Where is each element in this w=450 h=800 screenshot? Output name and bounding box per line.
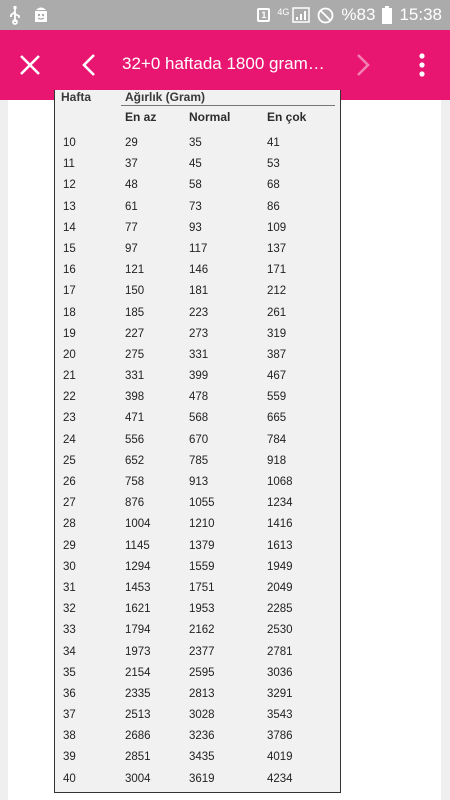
table-row	[55, 494, 340, 515]
week-cell: 18	[63, 306, 76, 319]
max-cell: 2285	[267, 603, 293, 616]
normal-cell: 478	[189, 391, 209, 404]
week-group-header: Hafta	[61, 90, 92, 104]
week-cell: 32	[63, 603, 76, 616]
normal-cell: 331	[189, 348, 209, 361]
sim-icon: 1	[257, 8, 270, 22]
week-cell: 21	[63, 370, 76, 383]
back-arrow-icon[interactable]	[78, 52, 102, 78]
table-row	[55, 685, 340, 706]
min-cell: 2513	[125, 709, 151, 722]
min-cell: 1621	[125, 603, 151, 616]
week-cell: 25	[63, 454, 76, 467]
table-row	[55, 664, 340, 685]
table-row	[55, 388, 340, 409]
week-cell: 22	[63, 391, 76, 404]
normal-cell: 1953	[189, 603, 215, 616]
week-cell: 23	[63, 412, 76, 425]
max-cell: 387	[267, 348, 287, 361]
min-cell: 1794	[125, 624, 151, 637]
max-cell: 261	[267, 306, 287, 319]
table-row	[55, 367, 340, 388]
week-cell: 17	[63, 285, 76, 298]
min-cell: 227	[125, 327, 145, 340]
normal-cell: 58	[189, 179, 202, 192]
table-row	[55, 346, 340, 367]
table-row	[55, 727, 340, 748]
week-cell: 33	[63, 624, 76, 637]
document-page	[8, 90, 441, 800]
page-title: 32+0 haftada 1800 gram…	[122, 54, 325, 73]
min-cell: 121	[125, 264, 145, 277]
min-cell: 275	[125, 348, 145, 361]
normal-cell: 45	[189, 158, 202, 171]
table-row	[55, 219, 340, 240]
max-cell: 3543	[267, 709, 293, 722]
max-cell: 171	[267, 264, 287, 277]
min-cell: 1004	[125, 518, 151, 531]
normal-cell: 1379	[189, 539, 215, 552]
week-cell: 31	[63, 581, 76, 594]
min-cell: 48	[125, 179, 138, 192]
normal-cell: 2162	[189, 624, 215, 637]
max-cell: 3786	[267, 730, 293, 743]
table-row	[55, 304, 340, 325]
week-cell: 13	[63, 200, 76, 213]
col-header-max: En çok	[267, 110, 307, 124]
table-row	[55, 452, 340, 473]
min-cell: 2154	[125, 666, 151, 679]
max-cell: 559	[267, 391, 287, 404]
normal-cell: 1210	[189, 518, 215, 531]
min-cell: 1973	[125, 645, 151, 658]
normal-cell: 568	[189, 412, 209, 425]
android-icon	[32, 6, 50, 24]
table-row	[55, 558, 340, 579]
table-body	[55, 134, 340, 791]
table-row	[55, 431, 340, 452]
forward-arrow-icon[interactable]	[350, 52, 374, 78]
table-row	[55, 282, 340, 303]
normal-cell: 2813	[189, 687, 215, 700]
min-cell: 331	[125, 370, 145, 383]
min-cell: 2335	[125, 687, 151, 700]
min-cell: 185	[125, 306, 145, 319]
week-cell: 26	[63, 476, 76, 488]
max-cell: 1949	[267, 560, 293, 573]
no-disturb-icon	[317, 7, 334, 24]
table-row	[55, 261, 340, 282]
normal-cell: 1055	[189, 497, 215, 510]
status-bar	[0, 0, 450, 30]
week-cell: 24	[63, 433, 76, 446]
max-cell: 137	[267, 242, 287, 255]
week-cell: 15	[63, 242, 76, 255]
max-cell: 3036	[267, 666, 293, 679]
week-cell: 29	[63, 539, 76, 552]
max-cell: 109	[267, 221, 287, 234]
max-cell: 1234	[267, 497, 293, 510]
max-cell: 1613	[267, 539, 293, 552]
normal-cell: 273	[189, 327, 209, 340]
min-cell: 471	[125, 412, 145, 425]
battery-percent: %83	[341, 5, 376, 24]
normal-cell: 3435	[189, 751, 215, 764]
table-row	[55, 600, 340, 621]
table-row	[55, 748, 340, 769]
col-header-normal: Normal	[189, 110, 231, 124]
week-cell: 16	[63, 264, 76, 277]
max-cell: 4019	[267, 751, 293, 764]
max-cell: 918	[267, 454, 287, 467]
max-cell: 2530	[267, 624, 293, 637]
min-cell: 2686	[125, 730, 151, 743]
status-left-icons	[8, 6, 50, 24]
table-row	[55, 706, 340, 727]
table-row	[55, 770, 340, 791]
min-cell: 652	[125, 454, 145, 467]
min-cell: 876	[125, 497, 145, 510]
min-cell: 1294	[125, 560, 151, 573]
min-cell: 2851	[125, 751, 151, 764]
min-cell: 1145	[125, 539, 150, 552]
week-cell: 28	[63, 518, 76, 531]
min-cell: 97	[125, 242, 138, 255]
week-cell: 20	[63, 348, 76, 361]
network-label: 4G	[277, 7, 290, 17]
content-area[interactable]	[0, 90, 450, 800]
normal-cell: 785	[189, 454, 209, 467]
week-cell: 36	[63, 687, 76, 700]
normal-cell: 2595	[189, 666, 215, 679]
max-cell: 665	[267, 412, 287, 425]
normal-cell: 1559	[189, 560, 215, 573]
min-cell: 1453	[125, 581, 151, 594]
weight-group-header: Ağırlık (Gram)	[125, 90, 206, 104]
week-cell: 34	[63, 645, 76, 658]
table-row	[55, 198, 340, 219]
max-cell: 2049	[267, 581, 293, 594]
min-cell: 29	[125, 137, 138, 149]
max-cell: 86	[267, 200, 280, 213]
week-cell: 35	[63, 666, 76, 679]
max-cell: 68	[267, 179, 280, 192]
table-row	[55, 621, 340, 642]
min-cell: 398	[125, 391, 145, 404]
clock: 15:38	[399, 5, 442, 24]
col-header-min: En az	[125, 110, 157, 124]
min-cell: 3004	[125, 772, 151, 785]
table-row	[55, 240, 340, 261]
normal-cell: 913	[189, 476, 209, 488]
week-cell: 40	[63, 772, 76, 785]
min-cell: 150	[125, 285, 145, 298]
max-cell: 784	[267, 433, 287, 446]
normal-cell: 93	[189, 221, 202, 234]
min-cell: 61	[125, 200, 138, 213]
max-cell: 319	[267, 327, 287, 340]
weight-table-image	[54, 90, 341, 793]
status-right-icons	[257, 5, 442, 25]
table-row	[55, 134, 340, 155]
table-row	[55, 325, 340, 346]
close-icon[interactable]	[18, 53, 42, 77]
week-cell: 19	[63, 327, 76, 340]
table-row	[55, 515, 340, 536]
max-cell: 2781	[267, 645, 293, 658]
max-cell: 3291	[267, 687, 293, 700]
week-cell: 38	[63, 730, 76, 743]
more-menu-icon[interactable]	[410, 52, 434, 78]
table-row	[55, 155, 340, 176]
normal-cell: 2377	[189, 645, 215, 658]
min-cell: 37	[125, 158, 138, 171]
table-row	[55, 537, 340, 558]
table-row	[55, 473, 340, 494]
normal-cell: 181	[189, 285, 209, 298]
normal-cell: 3028	[189, 709, 215, 722]
normal-cell: 670	[189, 433, 209, 446]
table-row	[55, 176, 340, 197]
table-row	[55, 579, 340, 600]
normal-cell: 399	[189, 370, 209, 383]
normal-cell: 35	[189, 137, 202, 149]
week-cell: 39	[63, 751, 76, 764]
signal-icon	[292, 7, 310, 23]
max-cell: 53	[267, 158, 280, 171]
min-cell: 77	[125, 221, 138, 234]
week-cell: 30	[63, 560, 76, 573]
week-cell: 14	[63, 221, 76, 234]
max-cell: 41	[267, 137, 280, 149]
normal-cell: 223	[189, 306, 209, 319]
max-cell: 1068	[267, 476, 293, 488]
table-row	[55, 409, 340, 430]
max-cell: 1416	[267, 518, 293, 531]
normal-cell: 3619	[189, 772, 215, 785]
battery-icon	[382, 6, 392, 24]
normal-cell: 146	[189, 264, 209, 277]
max-cell: 212	[267, 285, 287, 298]
max-cell: 467	[267, 370, 287, 383]
usb-icon	[8, 6, 22, 24]
normal-cell: 1751	[189, 581, 215, 594]
week-cell: 10	[63, 137, 76, 149]
min-cell: 758	[125, 476, 145, 488]
table-row	[55, 643, 340, 664]
normal-cell: 117	[189, 242, 208, 255]
normal-cell: 73	[189, 200, 202, 213]
week-cell: 12	[63, 179, 76, 192]
min-cell: 556	[125, 433, 145, 446]
normal-cell: 3236	[189, 730, 215, 743]
max-cell: 4234	[267, 772, 293, 785]
week-cell: 11	[63, 158, 75, 171]
header-divider	[121, 105, 335, 106]
week-cell: 37	[63, 709, 76, 722]
week-cell: 27	[63, 497, 76, 510]
